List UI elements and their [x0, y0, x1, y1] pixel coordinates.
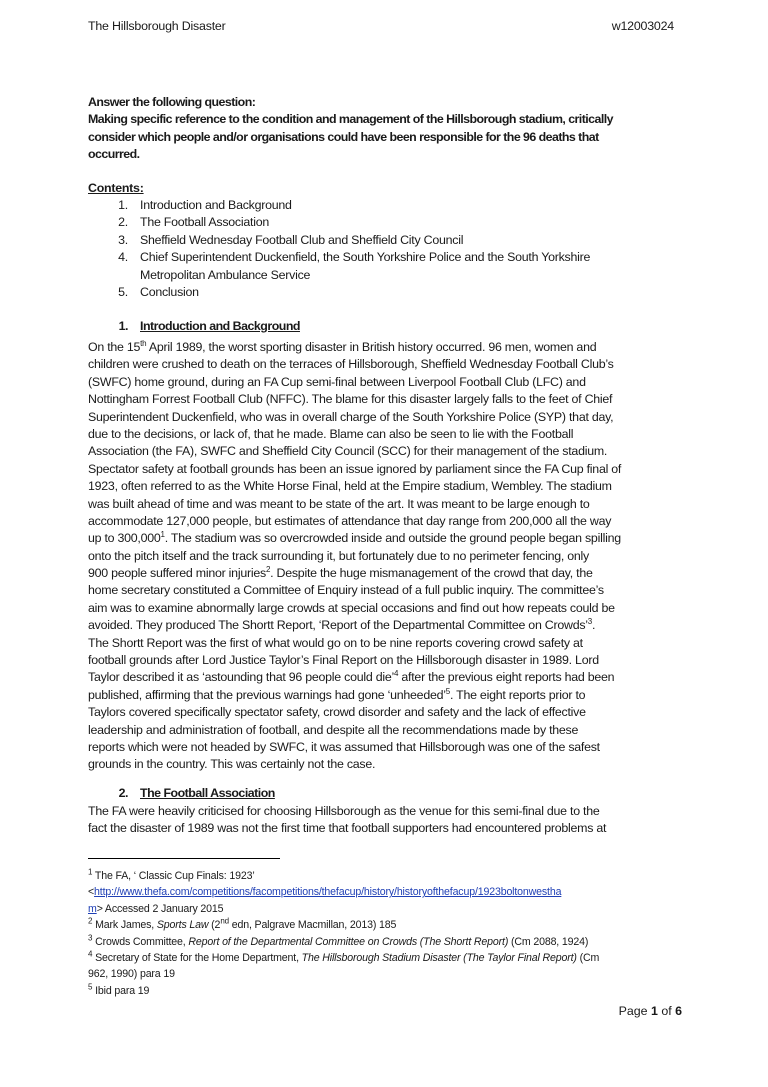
text-run: April 1989, the worst sporting disaster in British history occurred. 96 men, women and [146, 340, 597, 354]
contents-item-number: 5. [118, 284, 128, 299]
text-run: The FA were heavily criticised for choosing Hillsborough as the venue for this semi-final due to the [88, 804, 600, 818]
question [88, 94, 688, 164]
text-run: Nottingham Forrest Football Club (NFFC). The blame for this disaster largely falls to the feet of Chief [88, 392, 613, 407]
question-line: consider which people and/or organisations could have been responsible for the 96 deaths that [88, 129, 599, 144]
contents-item[interactable] [106, 197, 706, 214]
text-run: was built ahead of time and was meant to be state of the art. It was meant to be large enough to [88, 496, 590, 511]
paragraph-line [88, 513, 688, 530]
text-run: 962, 1990) para 19 [88, 968, 175, 981]
text-run: Secretary of State for the Home Department, [92, 951, 302, 964]
text-run: Superintendent Duckenfield, who was in overall charge of the South Yorkshire Police (SYP) that day, [88, 409, 614, 424]
paragraph-line [88, 756, 688, 773]
question-line: Answer the following question: [88, 95, 256, 109]
question-line: Making specific reference to the condition and management of the Hillsborough stadium, critically [88, 112, 613, 127]
contents-item[interactable] [106, 249, 706, 284]
contents-item-label: Conclusion [140, 284, 199, 299]
text-run: accommodate 127,000 people, but estimates of attendance that day range from 200,000 all the way [88, 513, 612, 528]
text-run: (SWFC) home ground, during an FA Cup semi-final between Liverpool Football Club (LFC) and [88, 374, 586, 389]
paragraph-line [88, 722, 688, 739]
text-run: Ibid para 19 [92, 984, 150, 997]
text-run: edn, Palgrave Macmillan, 2013) 185 [228, 919, 397, 932]
paragraph-line [88, 339, 688, 356]
paragraph-line [88, 669, 688, 686]
text-run: 900 people suffered minor injuries [88, 566, 266, 581]
footnote-ref: nd [220, 916, 229, 926]
footnote-line [88, 868, 688, 884]
footnote-ref: 1 [160, 530, 165, 540]
footnote-ref: 2 [88, 916, 93, 926]
page-header [88, 19, 688, 33]
text-run: Crowds Committee, [92, 935, 189, 948]
paragraph-line [88, 739, 688, 756]
of-label: of [657, 1004, 676, 1018]
header-student-id: w12003024 [611, 19, 674, 33]
paragraph-line [88, 409, 688, 426]
contents-item-number: 4. [118, 250, 128, 265]
page-footer [619, 1004, 682, 1018]
text-run: . [592, 618, 596, 633]
paragraph-line [88, 704, 688, 721]
paragraph-line [88, 687, 688, 704]
section-body-1 [88, 339, 688, 774]
text-run: (2 [208, 919, 221, 932]
text-run: Mark James, [92, 919, 157, 932]
contents-item-number: 1. [118, 198, 128, 212]
section-heading-2 [106, 785, 706, 802]
footnote-line [88, 983, 688, 999]
text-run: avoided. They produced The Shortt Report, ‘Report of the Departmental Committee on Crowds’ [88, 618, 588, 633]
contents-item-number: 2. [118, 215, 128, 230]
footnote-ref: th [140, 338, 147, 348]
footnote-line [88, 950, 688, 966]
footnote-ref: 3 [88, 933, 93, 943]
page-label: Page [618, 1004, 651, 1018]
paragraph-line [88, 496, 688, 513]
page-number: 1 [650, 1004, 658, 1018]
footnote-ref: 4 [88, 949, 93, 959]
section-title: Introduction and Background [140, 319, 300, 333]
paragraph-line [88, 652, 688, 669]
text-run: after the previous eight reports had been [398, 670, 615, 685]
table-of-contents [106, 197, 706, 301]
paragraph-line [88, 374, 688, 391]
text-run: < [88, 886, 95, 899]
paragraph-line [88, 356, 688, 373]
text-run: Association (the FA), SWFC and Sheffield City Council (SCC) for their management of the stadium. [88, 444, 608, 459]
contents-item[interactable] [106, 232, 706, 249]
text-run: published, affirming that the previous warnings had gone ‘unheeded’ [88, 687, 446, 702]
paragraph-line [88, 617, 688, 634]
text-run: grounds in the country. This was certainly not the case. [88, 757, 376, 772]
contents-item[interactable] [106, 214, 706, 231]
footnote-ref: 5 [445, 686, 450, 696]
text-run: Spectator safety at football grounds has been an issue ignored by parliament since the FA Cup final of [88, 461, 622, 476]
text-run: football grounds after Lord Justice Taylor’s Final Report on the Hillsborough disaster in 1989. Lord [88, 653, 599, 668]
text-run: reports which were not headed by SWFC, it was assumed that Hillsborough was one of the safest [88, 739, 600, 754]
text-run: aim was to examine abnormally large crowds at special occasions and find out how repeats could be [88, 600, 615, 615]
paragraph-line [88, 803, 688, 820]
text-run: leadership and administration of football, and despite all the recommendations made by these [88, 722, 579, 737]
text-run: . Despite the huge mismanagement of the crowd that day, the [270, 566, 593, 581]
contents-item-label: The Football Association [140, 215, 269, 230]
page-total: 6 [675, 1004, 682, 1018]
paragraph-line [88, 582, 688, 599]
paragraph-line [88, 391, 688, 408]
text-run: > Accessed 2 January 2015 [96, 902, 224, 915]
footnote-line [88, 917, 688, 933]
footnote-ref: 5 [88, 982, 93, 992]
contents-item-label: Introduction and Background [140, 198, 292, 212]
text-run: due to the decisions, or lack of, that he made. Blame can also be seen to lie with the Football [88, 426, 574, 441]
text-run: . The stadium was so overcrowded inside and outside the ground people began spilling [164, 531, 621, 546]
text-run: The FA, ‘ Classic Cup Finals: 1923’ [92, 870, 255, 882]
contents-item[interactable] [106, 284, 706, 301]
text-run: (Cm [576, 951, 600, 964]
footnote-line [88, 966, 688, 982]
paragraph-line [88, 478, 688, 495]
contents-title: Contents: [88, 181, 144, 195]
text-run: up to 300,000 [88, 531, 161, 546]
text-run: (Cm 2088, 1924) [508, 935, 589, 948]
paragraph-line [88, 635, 688, 652]
text-run: home secretary constituted a Committee of Enquiry instead of a full public inquiry. The committee’s [88, 583, 604, 598]
contents-item-label: Metropolitan Ambulance Service [140, 267, 311, 282]
italic-text: Report of the Departmental Committee on Crowds (The Shortt Report) [188, 935, 509, 948]
paragraph-line [88, 443, 688, 460]
header-title: The Hillsborough Disaster [88, 19, 226, 33]
paragraph-line [88, 565, 688, 582]
section-heading-1 [106, 318, 706, 335]
section-number: 2. [118, 786, 128, 800]
footnote-link[interactable]: m [88, 902, 97, 915]
text-run: children were crushed to death on the terraces of Hillsborough, Sheffield Wednesday Football Club’s [88, 357, 614, 372]
text-run: On the 15 [88, 340, 141, 354]
paragraph-line [88, 530, 688, 547]
italic-text: The Hillsborough Stadium Disaster (The Taylor Final Report) [301, 951, 577, 964]
paragraph-line [88, 548, 688, 565]
italic-text: Sports Law [156, 919, 209, 932]
paragraph-line [88, 820, 688, 837]
question-line: occurred. [88, 147, 140, 162]
section-number: 1. [118, 319, 128, 333]
text-run: Taylors covered specifically spectator safety, crowd disorder and safety and the lack of effective [88, 705, 586, 720]
text-run: Taylor described it as ‘astounding that 96 people could die’ [88, 670, 394, 685]
footnote-line [88, 901, 688, 917]
footnote-line [88, 934, 688, 950]
footnote-line [88, 884, 688, 900]
section-body-2 [88, 803, 688, 838]
contents-item-number: 3. [118, 232, 128, 247]
paragraph-line [88, 461, 688, 478]
section-title: The Football Association [140, 786, 275, 800]
footnote-ref: 2 [265, 564, 271, 574]
footnotes [88, 868, 688, 999]
text-run: . The eight reports prior to [449, 687, 586, 702]
contents-item-label: Chief Superintendent Duckenfield, the South Yorkshire Police and the South Yorkshire [140, 250, 591, 265]
footnote-ref: 4 [394, 669, 399, 679]
text-run: 1923, often referred to as the White Horse Final, held at the Empire stadium, Wembley. The stadium [88, 479, 612, 494]
text-run: fact the disaster of 1989 was not the first time that football supporters had encountered problems at [88, 821, 607, 836]
footnote-separator [88, 858, 280, 859]
contents-item-label: Sheffield Wednesday Football Club and Sheffield City Council [140, 232, 464, 247]
footnote-ref: 1 [88, 867, 93, 877]
footnote-link[interactable]: http://www.thefa.com/competitions/facompetitions/thefacup/history/historyofthefacup/1923boltonwestha [94, 886, 562, 899]
paragraph-line [88, 426, 688, 443]
text-run: The Shortt Report was the first of what would go on to be nine reports covering crowd safety at [88, 635, 583, 650]
text-run: onto the pitch itself and the track surrounding it, but fortunately due to no perimeter fencing, only [88, 548, 589, 563]
footnote-ref: 3 [587, 617, 592, 627]
paragraph-line [88, 600, 688, 617]
